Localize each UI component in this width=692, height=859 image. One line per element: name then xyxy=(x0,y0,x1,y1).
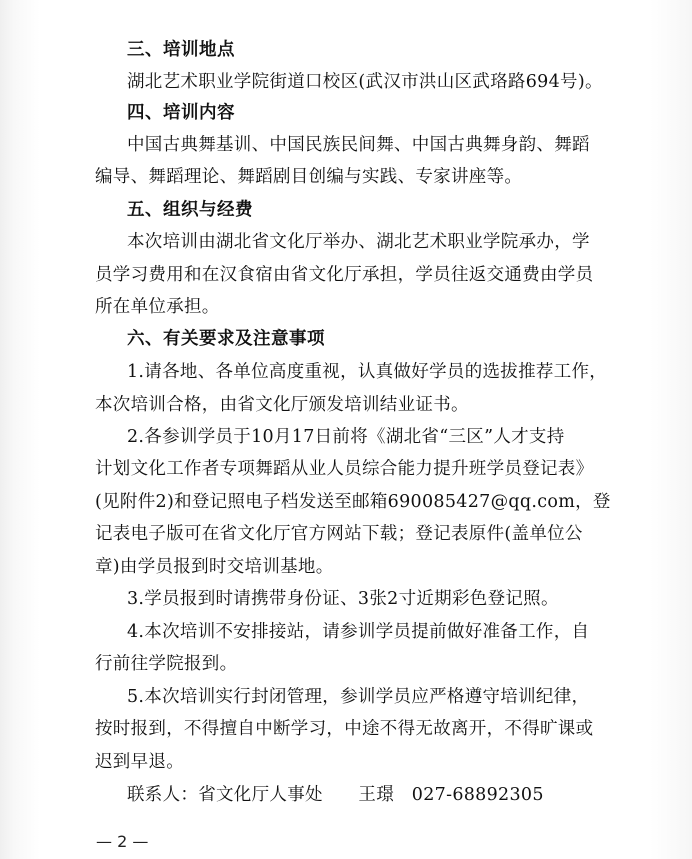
section-6-item-2-line-1: 2.各参训学员于10月17日前将《湖北省“三区”人才支持 xyxy=(127,427,565,447)
section-6-item-2-line-2: 计划文化工作者专项舞蹈从业人员综合能力提升班学员登记表》 xyxy=(95,459,594,479)
section-4-line-2: 编导、舞蹈理论、舞蹈剧目创编与实践、专家讲座等。 xyxy=(95,167,523,187)
section-6-title: 六、有关要求及注意事项 xyxy=(127,329,325,349)
section-6-item-1-line-2: 本次培训合格，由省文化厅颁发培训结业证书。 xyxy=(95,395,469,415)
section-6-item-5-line-1: 5.本次培训实行封闭管理，参训学员应严格遵守培训纪律， xyxy=(127,687,590,707)
section-6-item-4-line-2: 行前往学院报到。 xyxy=(95,654,238,674)
section-6-item-3-line-1: 3.学员报到时请携带身份证、3张2寸近期彩色登记照。 xyxy=(127,589,559,609)
section-5-line-1: 本次培训由湖北省文化厅举办、湖北艺术职业学院承办，学 xyxy=(127,232,590,252)
section-6-item-5-line-3: 迟到早退。 xyxy=(95,752,184,772)
section-6-item-1-line-1: 1.请各地、各单位高度重视，认真做好学员的选拔推荐工作， xyxy=(127,362,608,382)
section-6-item-5-line-2: 按时报到，不得擅自中断学习，中途不得无故离开，不得旷课或 xyxy=(95,719,594,739)
contact-line: 联系人：省文化厅人事处 王璟 027-68892305 xyxy=(127,785,544,805)
section-6-item-2-line-3: (见附件2)和登记照电子档发送至邮箱690085427@qq.com，登 xyxy=(95,492,611,512)
section-3-title: 三、培训地点 xyxy=(127,40,235,60)
section-6-item-2-line-4: 记表电子版可在省文化厅官方网站下载；登记表原件(盖单位公 xyxy=(95,524,583,544)
section-3-line-1: 湖北艺术职业学院街道口校区(武汉市洪山区武珞路694号)。 xyxy=(127,72,603,92)
page-number: — 2 — xyxy=(96,832,149,851)
section-4-line-1: 中国古典舞基训、中国民族民间舞、中国古典舞身韵、舞蹈 xyxy=(127,135,590,155)
section-5-line-3: 所在单位承担。 xyxy=(95,297,220,317)
section-6-item-4-line-1: 4.本次培训不安排接站，请参训学员提前做好准备工作，自 xyxy=(127,622,590,642)
section-6-item-2-line-5: 章)由学员报到时交培训基地。 xyxy=(95,557,334,577)
section-5-line-2: 员学习费用和在汉食宿由省文化厅承担，学员往返交通费由学员 xyxy=(95,265,594,285)
section-5-title: 五、组织与经费 xyxy=(127,200,253,220)
section-4-title: 四、培训内容 xyxy=(127,103,235,123)
